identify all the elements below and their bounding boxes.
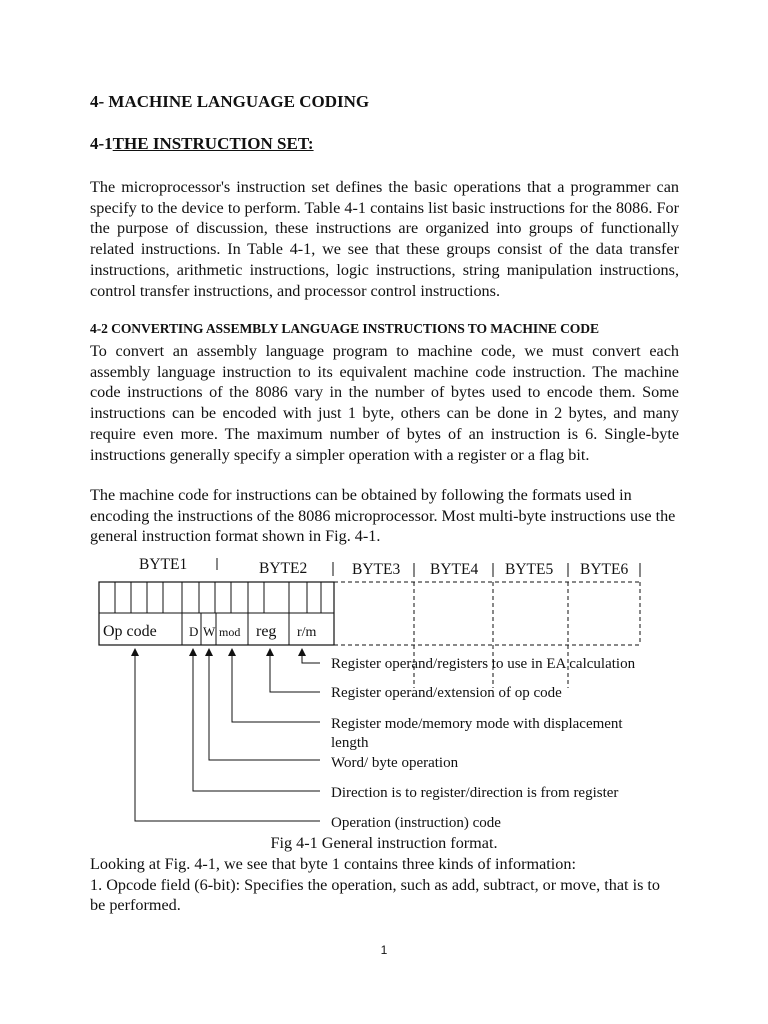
section-heading: 4- MACHINE LANGUAGE CODING bbox=[90, 92, 370, 111]
w-field-label: W bbox=[203, 624, 216, 639]
rm-annotation: Register operand/registers to use in EA calculation bbox=[331, 656, 636, 672]
d-annotation: Direction is to register/direction is from register bbox=[331, 785, 619, 801]
byte5-label: BYTE5 bbox=[505, 561, 554, 578]
conversion-paragraph: To convert an assembly language program to machine code, we must convert each assembly language instruction to its equivalent machine code instruction. The machine code instructions of the 8086 vary in the number of bytes used to encode them. Some instructions can be encoded with just 1 byte, others can be done in 2 bytes, and many require even more. The maximum number of bytes of an instruction is 6. Single-byte instructions generally specify a simpler operation with a register or a flag bit. bbox=[90, 342, 679, 464]
d-field-label: D bbox=[189, 624, 199, 639]
byte6-label: BYTE6 bbox=[580, 561, 629, 578]
byte4-label: BYTE4 bbox=[430, 561, 479, 578]
figure-caption: Fig 4-1 General instruction format. bbox=[270, 834, 498, 852]
page-number: 1 bbox=[380, 943, 388, 957]
opcode-field-description: 1. Opcode field (6-bit): Specifies the operation, such as add, subtract, or move, that is to be performed. bbox=[90, 875, 661, 915]
optional-bytes-box bbox=[334, 582, 640, 688]
byte1-intro-text: Looking at Fig. 4-1, we see that byte 1 contains three kinds of information: bbox=[90, 855, 576, 873]
instruction-format-figure bbox=[0, 548, 768, 838]
w-annotation: Word/ byte operation bbox=[331, 755, 459, 771]
reg-field-label: reg bbox=[256, 623, 277, 640]
byte3-label: BYTE3 bbox=[352, 561, 401, 578]
annotation-leaders bbox=[135, 649, 320, 821]
rm-field-label: r/m bbox=[297, 625, 317, 640]
subsection-title: THE INSTRUCTION SET: bbox=[112, 134, 314, 153]
subsection-number: 4-1 bbox=[90, 134, 113, 153]
instruction-set-paragraph: The microprocessor's instruction set defines the basic operations that a programmer can specify to the device to perform. Table 4-1 contains list basic instructions for the 8086. For the purpose of discussion, these instructions are organized into groups of functionally related instructions. In Table 4-1, we see that these groups consist of the data transfer instructions, arithmetic instructions, logic instructions, string manipulation instructions, control transfer instructions, and processor control instructions. bbox=[90, 178, 679, 300]
opcode-annotation: Operation (instruction) code bbox=[331, 815, 501, 831]
mod-field-label: mod bbox=[219, 625, 241, 639]
reg-annotation: Register operand/extension of op code bbox=[331, 685, 562, 701]
byte2-label: BYTE2 bbox=[259, 560, 308, 577]
mod-annotation-continued: length bbox=[331, 735, 369, 751]
byte1-label: BYTE1 bbox=[139, 556, 188, 573]
byte1-intro-paragraph bbox=[90, 854, 679, 916]
opcode-field-label: Op code bbox=[103, 623, 157, 640]
subsection-heading bbox=[90, 134, 314, 154]
converting-heading: 4-2 CONVERTING ASSEMBLY LANGUAGE INSTRUCTIONS TO MACHINE CODE bbox=[90, 321, 599, 336]
mod-annotation: Register mode/memory mode with displacement bbox=[331, 716, 623, 732]
formats-paragraph: The machine code for instructions can be obtained by following the formats used in encoding the instructions of the 8086 microprocessor. Most multi-byte instructions use the general instruction format shown in Fig. 4-1. bbox=[90, 486, 676, 546]
